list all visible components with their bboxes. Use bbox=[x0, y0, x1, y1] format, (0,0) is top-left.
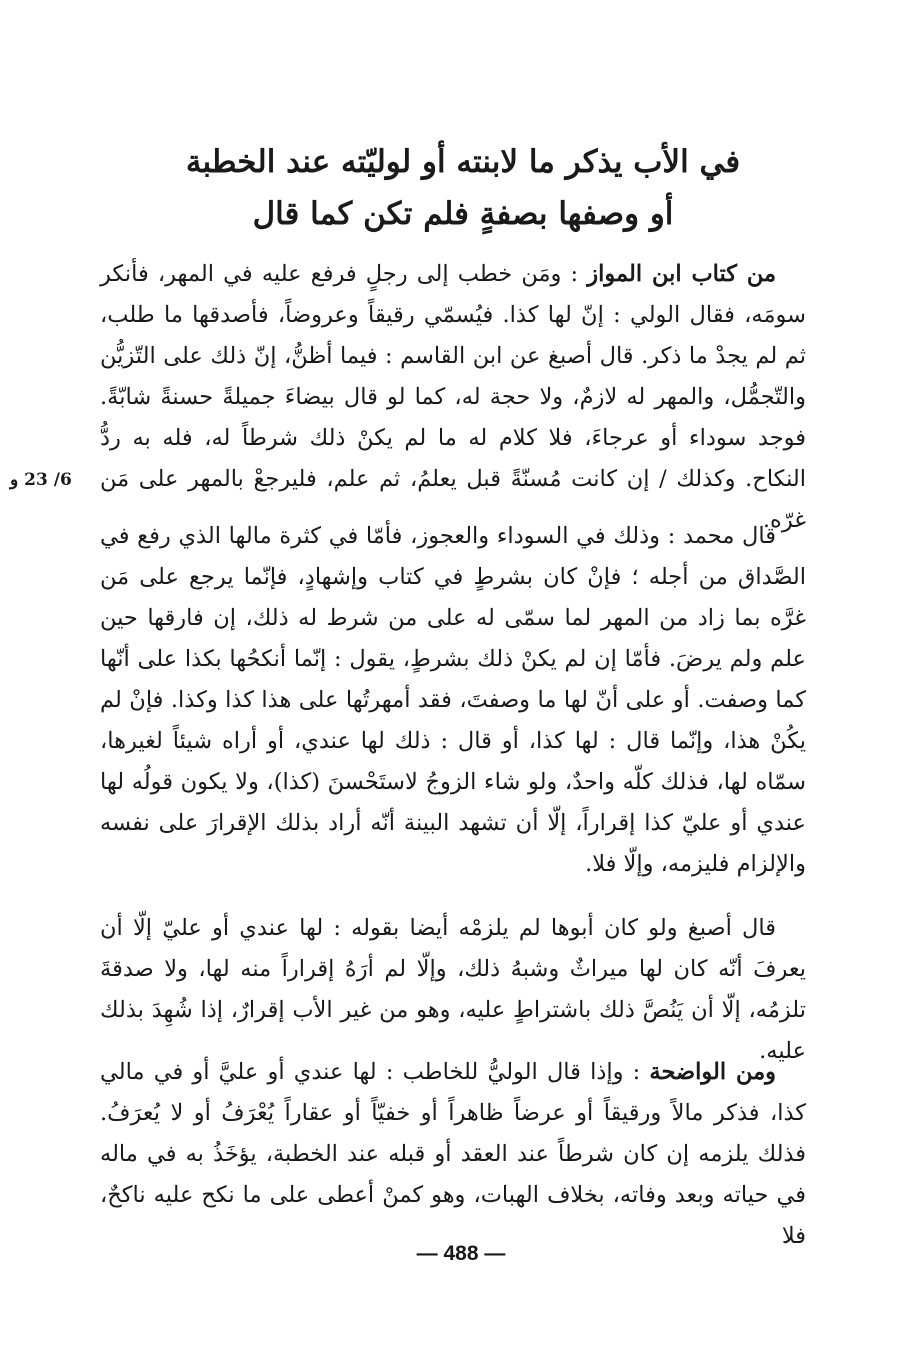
paragraph-4 bbox=[100, 1052, 806, 1257]
source-label-ibn-al-mawwaz: من كتاب ابن المواز bbox=[587, 261, 777, 287]
paragraph-1 bbox=[100, 254, 806, 541]
page-number: — 488 — bbox=[416, 1242, 506, 1265]
paragraph-2 bbox=[100, 516, 806, 885]
source-label-al-wadiha: ومن الواضحة bbox=[649, 1059, 776, 1085]
manuscript-folio-note: 6/ 23 و bbox=[10, 470, 72, 490]
paragraph-1-text: : ومَن خطب إلى رجلٍ فرفع عليه في المهر، فأنكر سومَه، فقال الولي : إنّ لها كذا. فيُسمّي رقيقاً وعروضاً، فأصدقها ما طلب، ثم لم يجدْ ما ذكر. قال أصبغ عن ابن القاسم : فيما أظنُّ، إنّ ذلك على التّزيُّن والتّجمُّل، والمهر له لازمٌ، ولا حجة له، كما لو قال بيضاءَ جميلةً حسنةً شابّةً. فوجد سوداء أو عرجاءَ، فلا كلام له ما لم يكنْ ذلك شرطاً له، فله به ردُّ النكاح. وكذلك / إن كانت مُسنّةً قبل يعلمُ، ثم علم، فليرجعْ بالمهر على مَن غرّه. bbox=[100, 261, 806, 533]
paragraph-2-text: قال محمد : وذلك في السوداء والعجوز، فأمّا في كثرة مالها الذي رفع في الصَّداق من أجله ؛ فإنْ كان بشرطٍ في كتاب وإشهادٍ، فإنّما يرجع على مَن غرَّه بما زاد من المهر لما سمّى له على من شرط له ذلك، إن فارقها حين علم ولم يرضَ. فأمّا إن لم يكنْ ذلك بشرطٍ، يقول : إنّما أنكحُها بكذا على أنّها كما وصفت. أو على أنّ لها ما وصفتَ، فقد أمهرتُها على هذا كذا وكذا. فإنْ لم يكُنْ هذا، وإنّما قال : لها كذا، أو قال : ذلك لها عندي، أو أراه شيئاً لغيرها، سمّاه لها، فذلك كلّه واحدٌ، ولو شاء الزوجُ لاستَحْسنَ (كذا)، ولا يكون قولُه لها عندي أو عليّ كذا إقراراً، إلّا أن تشهد البينة أنّه أراد بذلك الإقرارَ على نفسه والإلزام فليزمه، وإلّا فلا. bbox=[100, 523, 806, 877]
chapter-heading-line-2: أو وصفها بصفةٍ فلم تكن كما قال bbox=[252, 196, 674, 232]
paragraph-3-text: قال أصبغ ولو كان أبوها لم يلزمْه أيضا بقوله : لها عندي أو عليّ إلّا أن يعرفَ أنّه كان لها ميراثٌ وشبهُ ذلك، وإلّا لم أرَهُ إقراراً منه لها، ولا صدقةَ تلزمُه، إلّا أن يَنُصَّ ذلك باشتراطٍ عليه، وهو من غير الأب إقرارٌ، إذا شُهِدَ بذلك عليه. bbox=[100, 915, 806, 1064]
paragraph-3 bbox=[100, 908, 806, 1072]
paragraph-4-text: : وإذا قال الوليُّ للخاطب : لها عندي أو عليَّ أو في مالي كذا، فذكر مالاً ورقيقاً أو عرضاً ظاهراً أو خفيّاً أو عقاراً يُعْرَفُ أو لا يُعرَفُ. فذلك يلزمه إن كان شرطاً عند العقد أو قبله عند الخطبة، يؤخَذُ به في ماله في حياته وبعد وفاته، بخلاف الهبات، وهو كمنْ أعطى على ما نكح عليه ناكحٌ، فلا bbox=[100, 1059, 806, 1249]
chapter-heading-line-1: في الأب يذكر ما لابنته أو لوليّته عند الخطبة bbox=[185, 144, 741, 180]
